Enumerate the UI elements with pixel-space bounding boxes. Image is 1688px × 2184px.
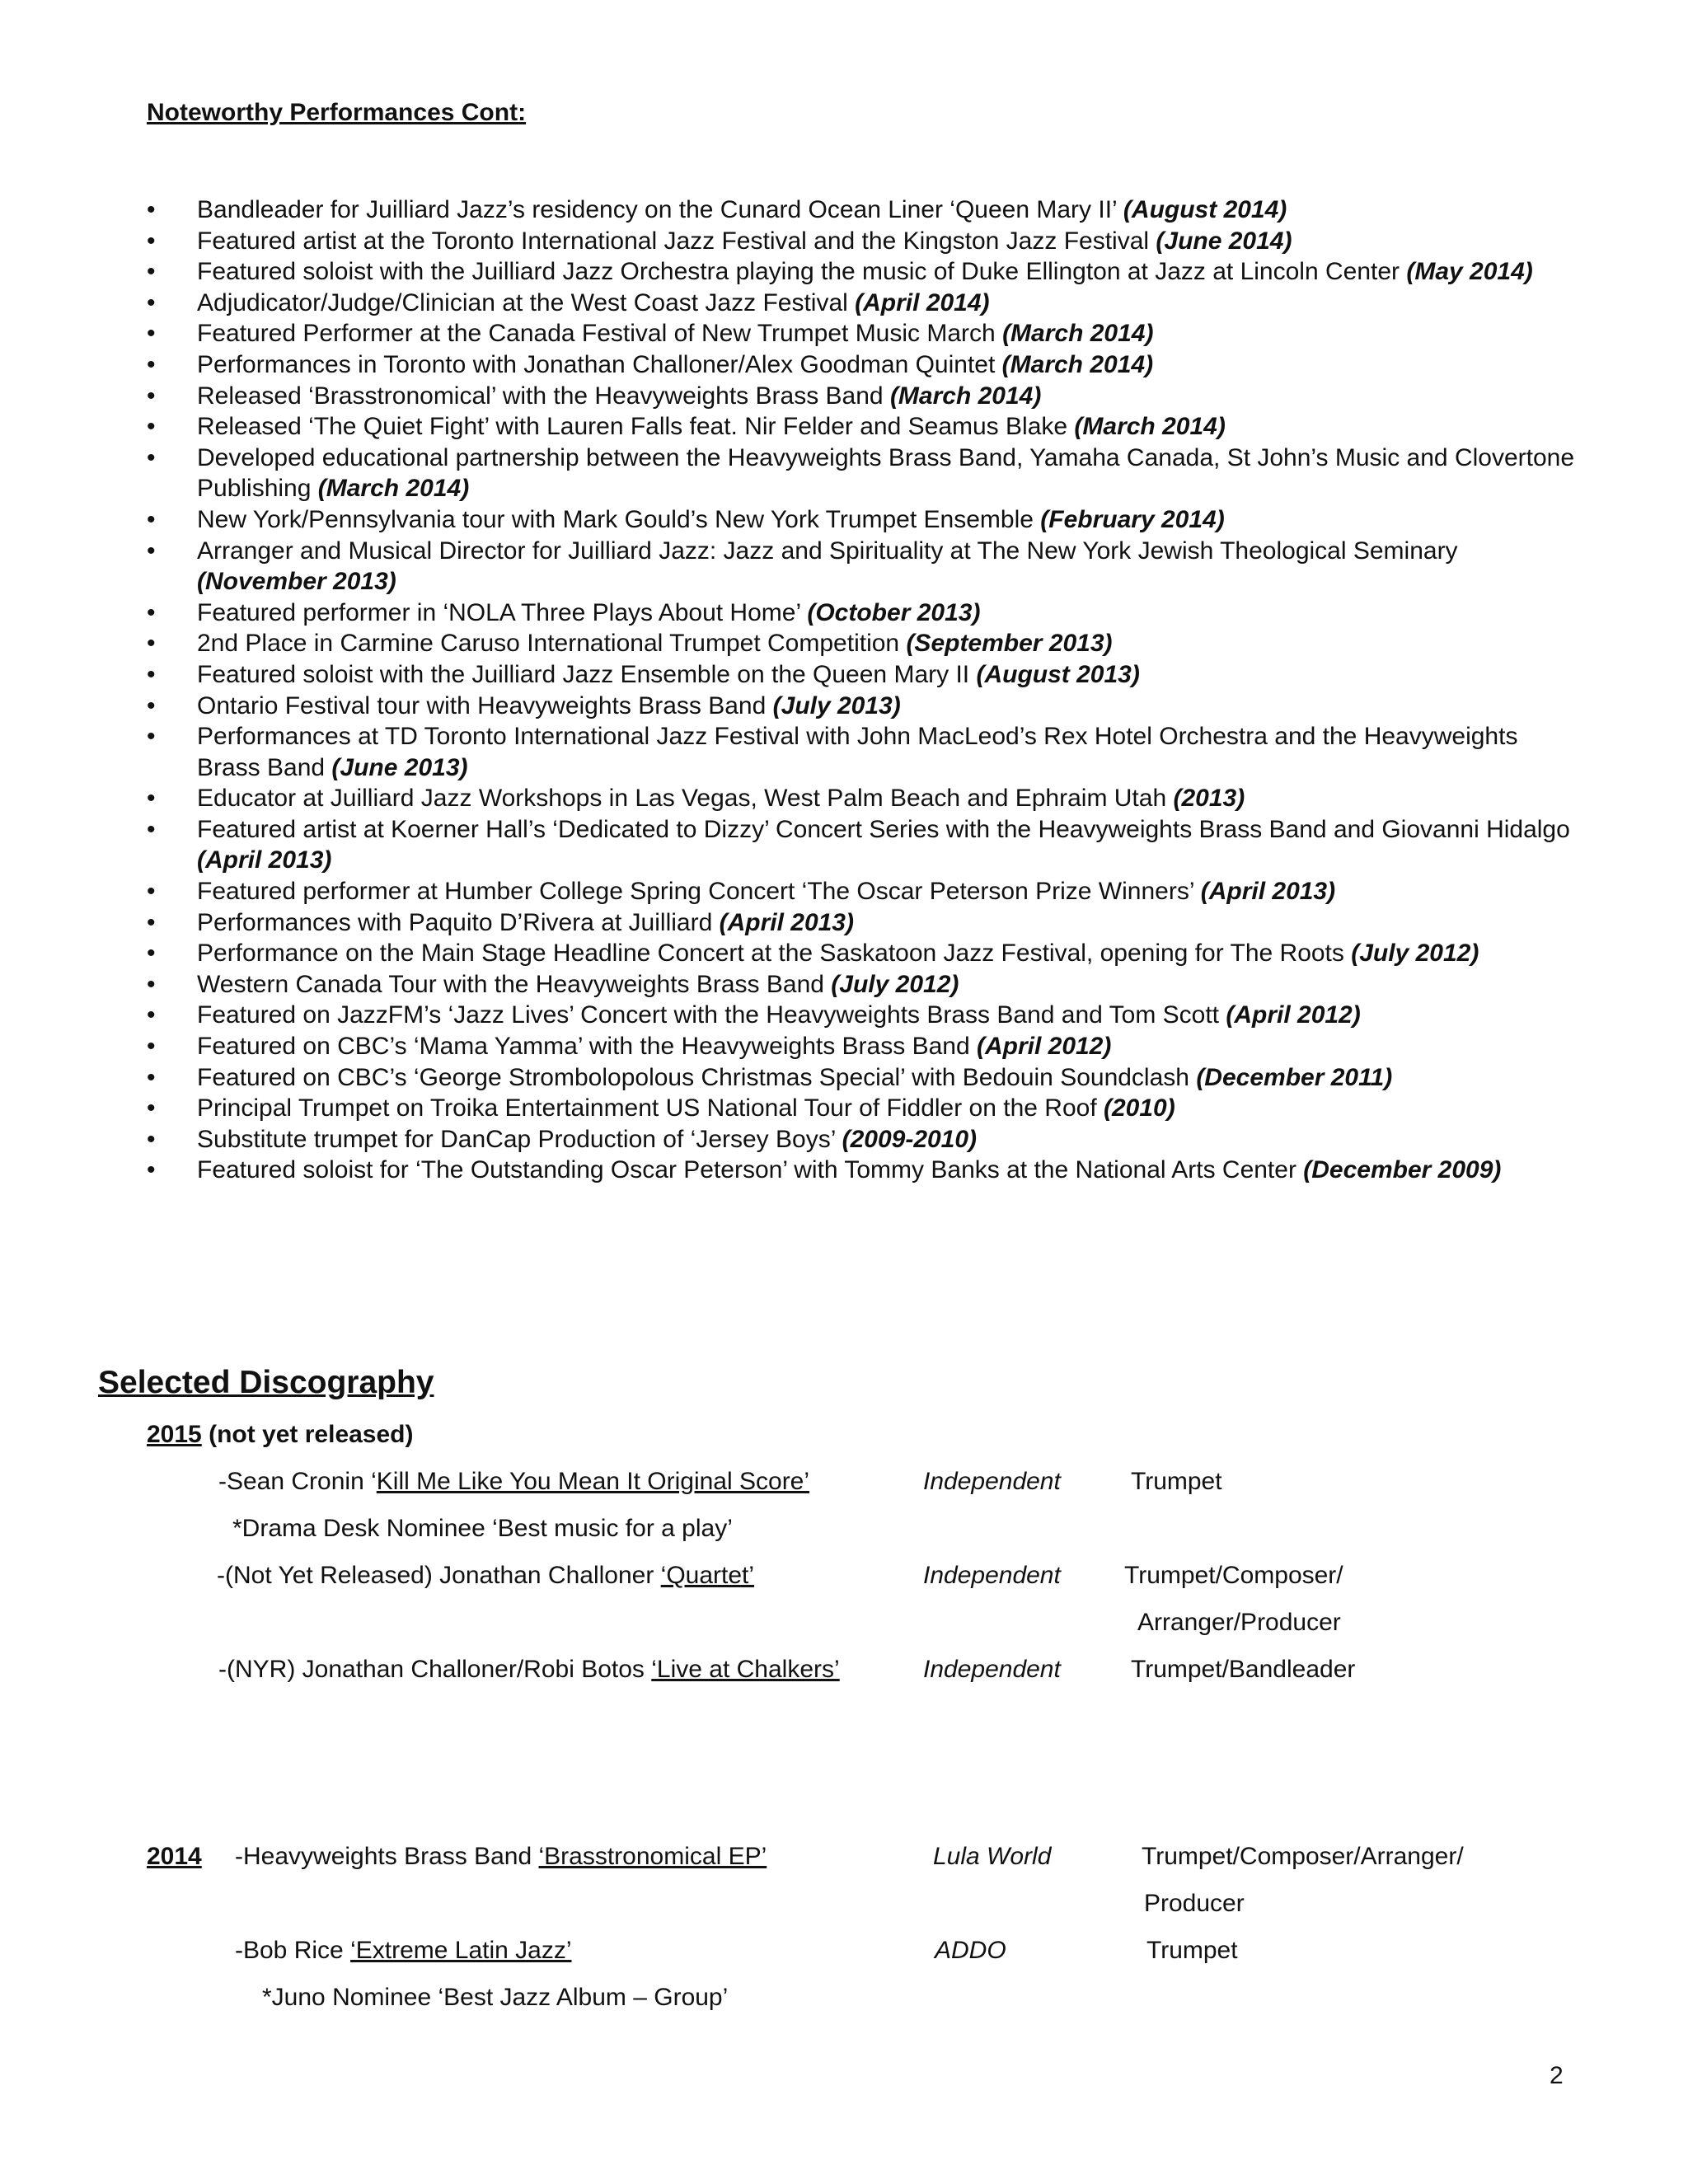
performance-text: Developed educational partnership between the Heavyweights Brass Band, Yamaha Canada, St John’s Music and Clovertone Publishing <box>197 443 1575 503</box>
performance-date: (April 2012) <box>1226 1001 1361 1029</box>
performance-text: Western Canada Tour with the Heavyweights Brass Band <box>197 970 832 998</box>
bullet-icon: • <box>147 537 156 565</box>
bullet-icon: • <box>147 413 156 441</box>
bullet-icon: • <box>147 288 156 316</box>
performance-item <box>147 659 1581 691</box>
performance-date: (October 2013) <box>807 598 981 626</box>
disc-entry-artist: -(NYR) Jonathan Challoner/Robi Botos <box>218 1656 652 1683</box>
performance-date: (2009-2010) <box>842 1125 978 1153</box>
performance-item <box>147 256 1581 288</box>
bullet-icon: • <box>147 443 156 471</box>
performance-text: Released ‘The Quiet Fight’ with Lauren Falls feat. Nir Felder and Seamus Blake <box>197 413 1075 441</box>
bullet-icon: • <box>147 505 156 533</box>
performance-date: (April 2013) <box>1200 878 1336 906</box>
disc-entry-role: Trumpet <box>1131 1468 1222 1495</box>
disc-entry-role: Producer <box>1144 1890 1245 1917</box>
performance-item <box>147 876 1581 907</box>
performance-item <box>147 598 1581 629</box>
disc-entry-title <box>218 1656 840 1684</box>
performance-item <box>147 381 1581 412</box>
performance-date: (March 2014) <box>317 475 470 503</box>
performance-item <box>147 226 1581 257</box>
performance-text: New York/Pennsylvania tour with Mark Gould’s New York Trumpet Ensemble <box>197 505 1041 533</box>
bullet-icon: • <box>147 630 156 658</box>
bullet-icon: • <box>147 196 156 223</box>
performance-item <box>147 1031 1581 1062</box>
bullet-icon: • <box>147 1094 156 1122</box>
disc-entry-album: ‘Live at Chalkers’ <box>651 1656 840 1683</box>
bullet-icon: • <box>147 785 156 813</box>
performance-date: (March 2014) <box>1001 350 1154 378</box>
performance-item <box>147 504 1581 536</box>
performance-date: (June 2013) <box>331 753 468 781</box>
performance-item <box>147 969 1581 1001</box>
disc-entry-award: *Juno Nominee ‘Best Jazz Album – Group’ <box>262 1984 729 2011</box>
performance-text: Adjudicator/Judge/Clinician at the West Coast Jazz Festival <box>197 288 856 316</box>
disc-entry-label: Independent <box>923 1468 1061 1495</box>
performance-text: Performance on the Main Stage Headline Concert at the Saskatoon Jazz Festival, opening for The Roots <box>197 940 1352 968</box>
performance-date: (August 2014) <box>1123 196 1287 223</box>
section-heading-performances: Noteworthy Performances Cont: <box>147 99 527 126</box>
bullet-icon: • <box>147 382 156 410</box>
year-2015-note: (not yet released) <box>201 1421 414 1448</box>
performance-text: Featured on CBC’s ‘George Strombolopolous Christmas Special’ with Bedouin Soundclash <box>197 1063 1197 1091</box>
disc-entry-title <box>218 1468 809 1496</box>
performance-item <box>147 783 1581 814</box>
performance-date: (March 2014) <box>1002 320 1154 348</box>
performance-item <box>147 536 1581 598</box>
bullet-icon: • <box>147 723 156 751</box>
performance-text: Featured soloist with the Juilliard Jazz Orchestra playing the music of Duke Ellington at Jazz at Lincoln Center <box>197 258 1407 286</box>
performance-text: Principal Trumpet on Troika Entertainment US National Tour of Fiddler on the Roof <box>197 1094 1104 1122</box>
disc-entry-artist: -(Not Yet Released) Jonathan Challoner <box>217 1562 661 1589</box>
disc-entry-artist: -Sean Cronin ‘ <box>218 1468 377 1495</box>
performance-text: Featured performer in ‘NOLA Three Plays About Home’ <box>197 598 808 626</box>
bullet-icon: • <box>147 970 156 998</box>
bullet-icon: • <box>147 815 156 843</box>
performance-date: (April 2014) <box>855 288 990 316</box>
performance-text: Arranger and Musical Director for Juilliard Jazz: Jazz and Spirituality at The New York Jewish Theological Seminary <box>197 537 1458 565</box>
performance-date: (February 2014) <box>1040 505 1225 533</box>
disc-entry-label: Independent <box>923 1562 1061 1589</box>
performance-date: (2013) <box>1173 785 1245 813</box>
performance-item <box>147 288 1581 319</box>
performance-text: Ontario Festival tour with Heavyweights Brass Band <box>197 691 773 719</box>
performance-text: Released ‘Brasstronomical’ with the Heavyweights Brass Band <box>197 382 890 410</box>
performance-date: (April 2013) <box>197 846 332 874</box>
performance-item <box>147 1155 1581 1186</box>
performance-item <box>147 443 1581 504</box>
performance-date: (July 2012) <box>1351 940 1479 968</box>
performance-item <box>147 318 1581 349</box>
performance-date: (July 2012) <box>831 970 959 998</box>
disc-entry-artist: -Heavyweights Brass Band <box>235 1843 539 1870</box>
bullet-icon: • <box>147 1033 156 1061</box>
disc-entry-album: ‘Extreme Latin Jazz’ <box>350 1937 572 1964</box>
bullet-icon: • <box>147 660 156 688</box>
performance-item <box>147 1124 1581 1155</box>
bullet-icon: • <box>147 940 156 968</box>
bullet-icon: • <box>147 1001 156 1029</box>
bullet-icon: • <box>147 258 156 286</box>
disc-entry-title <box>217 1562 754 1590</box>
performance-item <box>147 907 1581 939</box>
disc-entry-label: Lula World <box>933 1843 1052 1870</box>
performance-text: Featured soloist with the Juilliard Jazz Ensemble on the Queen Mary II <box>197 660 977 688</box>
performance-text: Performances in Toronto with Jonathan Challoner/Alex Goodman Quintet <box>197 350 1002 378</box>
disc-entry-role: Trumpet/Composer/ <box>1124 1562 1343 1589</box>
bullet-icon: • <box>147 1125 156 1153</box>
performance-item <box>147 938 1581 969</box>
performance-date: (June 2014) <box>1156 227 1292 255</box>
performance-text: Educator at Juilliard Jazz Workshops in Las Vegas, West Palm Beach and Ephraim Utah <box>197 785 1174 813</box>
performance-text: 2nd Place in Carmine Caruso International Trumpet Competition <box>197 630 907 658</box>
performance-text: Bandleader for Juilliard Jazz’s residency on the Cunard Ocean Liner ‘Queen Mary II’ <box>197 196 1123 223</box>
disc-entry-artist: -Bob Rice <box>235 1937 351 1964</box>
performance-item <box>147 349 1581 381</box>
discography-title: Selected Discography <box>98 1365 434 1400</box>
disc-entry-role: Trumpet/Bandleader <box>1131 1656 1356 1683</box>
disc-entry-album: ‘Quartet’ <box>660 1562 755 1589</box>
bullet-icon: • <box>147 1063 156 1091</box>
performance-item <box>147 814 1581 876</box>
performance-text: Featured on CBC’s ‘Mama Yamma’ with the Heavyweights Brass Band <box>197 1033 977 1061</box>
performance-date: (November 2013) <box>197 568 396 596</box>
performance-date: (March 2014) <box>889 382 1042 410</box>
performance-date: (September 2013) <box>906 630 1113 658</box>
performance-text: Performances at TD Toronto International Jazz Festival with John MacLeod’s Rex Hotel Orchestra and the Heavyweights Brass Band <box>197 723 1518 781</box>
performance-text: Featured on JazzFM’s ‘Jazz Lives’ Concert with the Heavyweights Brass Band and Tom Scott <box>197 1001 1226 1029</box>
performance-date: (April 2013) <box>719 908 854 936</box>
disc-entry-title <box>235 1843 767 1871</box>
bullet-icon: • <box>147 320 156 348</box>
disc-entry-role: Arranger/Producer <box>1137 1609 1341 1636</box>
disc-entry-album: Kill Me Like You Mean It Original Score’ <box>376 1468 810 1495</box>
year-2014: 2014 <box>147 1843 202 1870</box>
bullet-icon: • <box>147 691 156 719</box>
performance-date: (2010) <box>1104 1094 1175 1122</box>
bullet-icon: • <box>147 908 156 936</box>
performance-item <box>147 1000 1581 1031</box>
performance-date: (August 2013) <box>976 660 1140 688</box>
bullet-icon: • <box>147 350 156 378</box>
performance-item <box>147 1093 1581 1124</box>
disc-entry-label: ADDO <box>935 1937 1006 1964</box>
page-number: 2 <box>1550 2062 1564 2089</box>
disc-entry-album: ‘Brasstronomical EP’ <box>538 1843 767 1870</box>
performance-text: Featured performer at Humber College Spring Concert ‘The Oscar Peterson Prize Winners’ <box>197 878 1201 906</box>
bullet-icon: • <box>147 878 156 906</box>
performance-date: (July 2013) <box>772 691 901 719</box>
performance-item <box>147 628 1581 659</box>
disc-entry-title <box>235 1937 572 1965</box>
performance-text: Substitute trumpet for DanCap Production of ‘Jersey Boys’ <box>197 1125 842 1153</box>
performance-date: (December 2011) <box>1196 1063 1393 1091</box>
performance-text: Featured Performer at the Canada Festival of New Trumpet Music March <box>197 320 1003 348</box>
performance-date: (March 2014) <box>1074 413 1226 441</box>
performance-text: Featured artist at the Toronto International Jazz Festival and the Kingston Jazz Festival <box>197 227 1156 255</box>
bullet-icon: • <box>147 227 156 255</box>
disc-entry-award: *Drama Desk Nominee ‘Best music for a play’ <box>232 1515 733 1542</box>
bullet-icon: • <box>147 1156 156 1184</box>
performance-date: (April 2012) <box>976 1033 1112 1061</box>
year-2015: 2015 <box>147 1421 202 1448</box>
performance-text: Featured soloist for ‘The Outstanding Oscar Peterson’ with Tommy Banks at the National Arts Center <box>197 1156 1304 1184</box>
performance-item <box>147 721 1581 783</box>
bullet-icon: • <box>147 598 156 626</box>
performance-list <box>147 194 1581 1186</box>
performance-date: (December 2009) <box>1303 1156 1502 1184</box>
performance-item <box>147 691 1581 722</box>
disc-entry-role: Trumpet/Composer/Arranger/ <box>1142 1843 1464 1870</box>
performance-item <box>147 1062 1581 1094</box>
disc-entry-label: Independent <box>923 1656 1061 1683</box>
performance-item <box>147 194 1581 226</box>
performance-date: (May 2014) <box>1406 258 1533 286</box>
year-heading-2015 <box>147 1421 414 1449</box>
disc-entry-role: Trumpet <box>1146 1937 1238 1964</box>
performance-text: Performances with Paquito D’Rivera at Juilliard <box>197 908 720 936</box>
performance-item <box>147 411 1581 443</box>
performance-text: Featured artist at Koerner Hall’s ‘Dedicated to Dizzy’ Concert Series with the Heavyweights Brass Band and Giovanni Hidalgo <box>197 815 1570 843</box>
